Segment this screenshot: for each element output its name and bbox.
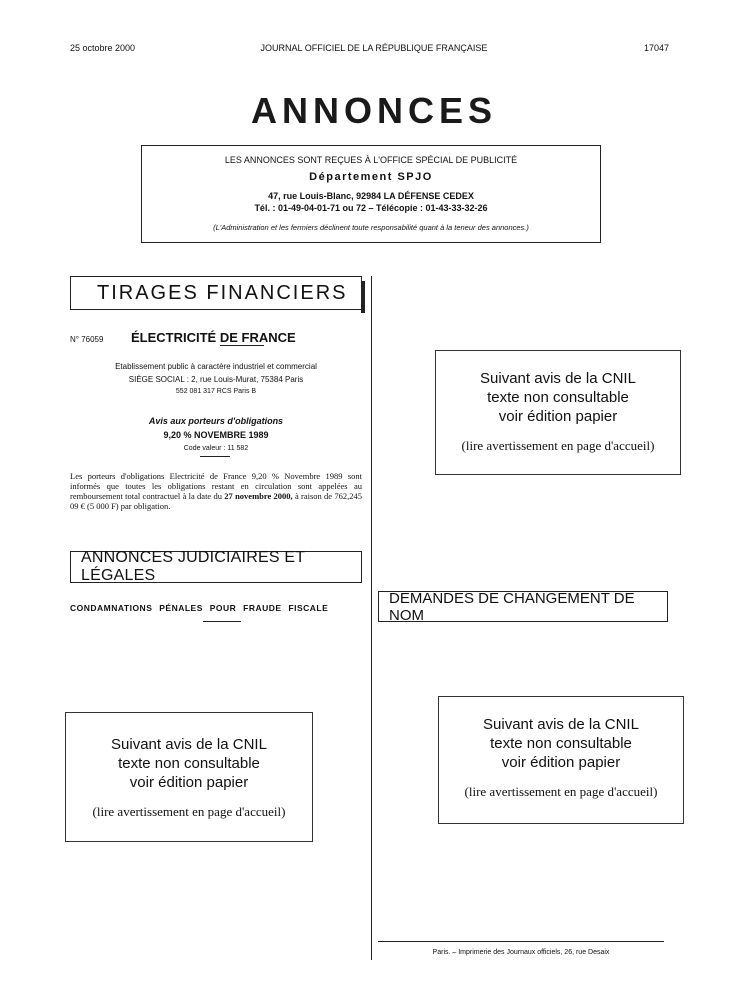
cnil-notice-box: [435, 350, 681, 475]
cnil-line: voir édition papier: [129, 774, 249, 791]
cnil-line: voir édition papier: [501, 754, 621, 771]
office-info-box: [141, 145, 601, 243]
cnil-line: texte non consultable: [490, 735, 632, 752]
cnil-notice-box: [438, 696, 684, 824]
section-title-judiciaires: ANNONCES JUDICIAIRES ET LÉGALES: [70, 551, 362, 583]
company-siege: SIÈGE SOCIAL : 2, rue Louis-Murat, 75384 Paris: [128, 375, 304, 384]
avis-heading: Avis aux porteurs d'obligations: [148, 416, 284, 426]
bond-emission: 9,20 % NOVEMBRE 1989: [163, 430, 269, 440]
footer-divider: [378, 941, 664, 942]
company-name: ÉLECTRICITÉ DE FRANCE: [131, 330, 296, 345]
header-page-number: 17047: [644, 43, 670, 53]
cnil-line: Suivant avis de la CNIL: [483, 716, 639, 733]
office-line: LES ANNONCES SONT REÇUES À L'OFFICE SPÉCIAL DE PUBLICITÉ: [224, 155, 518, 165]
notice-paragraph: [70, 471, 362, 511]
section-title-demandes: DEMANDES DE CHANGEMENT DE NOM: [378, 591, 668, 622]
column-divider: [371, 276, 372, 960]
divider: [200, 456, 230, 457]
cnil-line: Suivant avis de la CNIL: [480, 370, 636, 387]
paragraph-date: 27 novembre 2000,: [224, 491, 293, 501]
office-department: Département SPJO: [309, 171, 433, 183]
cnil-warning: (lire avertissement en page d'accueil): [464, 784, 658, 799]
office-disclaimer: (L'Administration et les fermiers déclinent toute responsabilité quant à la teneur des annonces.): [213, 223, 529, 232]
paragraph-text-end: à raison de 762,245 09 € (5 000 F) par obligation.: [70, 491, 362, 511]
cnil-notice-box: [65, 712, 313, 842]
company-establishment: Etablissement public à caractère industriel et commercial: [115, 362, 317, 371]
divider: [203, 621, 241, 622]
code-valeur: Code valeur : 11 582: [183, 445, 249, 452]
printer-footer: Paris. – Imprimerie des Journaux officiels, 26, rue Desaix: [432, 949, 610, 956]
subsection-condamnations: CONDAMNATIONS PÉNALES POUR FRAUDE FISCALE: [70, 603, 329, 613]
header-journal: JOURNAL OFFICIEL DE LA RÉPUBLIQUE FRANÇAISE: [260, 43, 488, 53]
office-address: 47, rue Louis-Blanc, 92984 LA DÉFENSE CEDEX: [268, 191, 474, 201]
notice-number: N° 76059: [70, 335, 104, 344]
page-title: ANNONCES: [250, 90, 497, 131]
cnil-warning: (lire avertissement en page d'accueil): [461, 438, 655, 453]
cnil-line: Suivant avis de la CNIL: [111, 736, 267, 753]
cnil-line: texte non consultable: [118, 755, 260, 772]
section-title-tirages: TIRAGES FINANCIERS: [70, 276, 362, 310]
office-phones: Tél. : 01-49-04-01-71 ou 72 – Télécopie : 01-43-33-32-26: [254, 203, 488, 213]
divider: [220, 345, 264, 346]
cnil-line: voir édition papier: [498, 408, 618, 425]
cnil-warning: (lire avertissement en page d'accueil): [92, 804, 286, 819]
company-rcs: 552 081 317 RCS Paris B: [175, 388, 257, 395]
paragraph-text: Les porteurs d'obligations Electricité de France 9,20 % Novembre 1989 sont informés que toutes les obligations restant en circulation sont appelées au remboursement total contractuel à la date du: [70, 471, 362, 501]
cnil-line: texte non consultable: [487, 389, 629, 406]
header-date: 25 octobre 2000: [70, 43, 136, 53]
